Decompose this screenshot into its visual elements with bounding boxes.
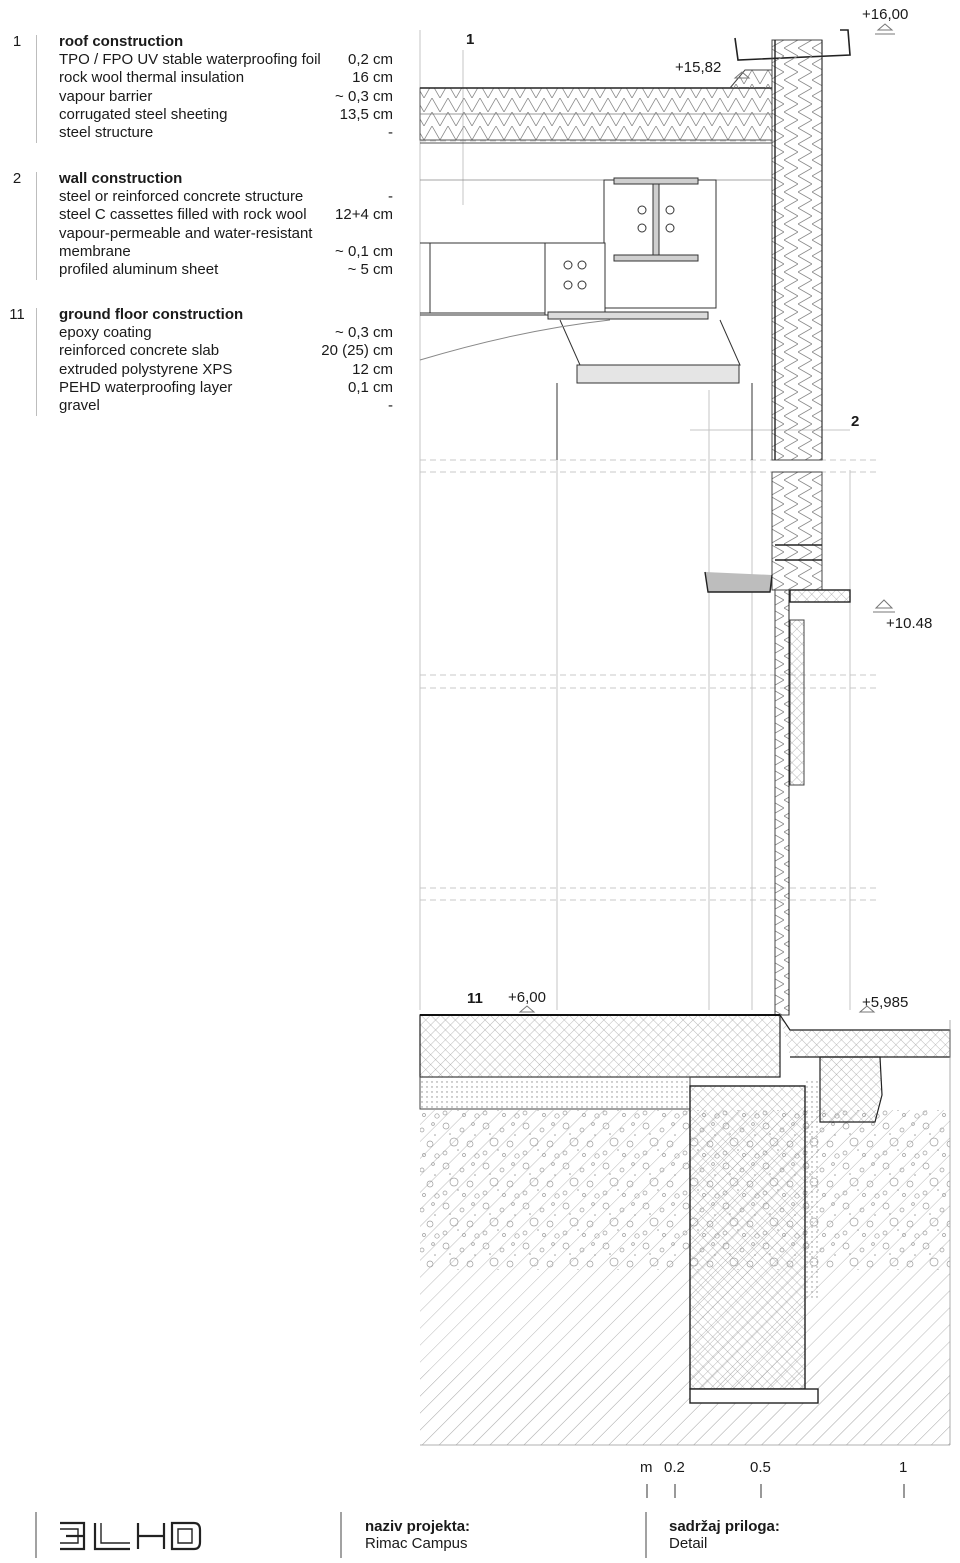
tag-wall: 2 <box>851 413 860 430</box>
spec-row: gravel - <box>59 396 393 414</box>
tag-floor: 11 <box>467 990 483 1007</box>
scale-mark: 0.2 <box>664 1459 685 1476</box>
spec-row: vapour barrier ~ 0,3 cm <box>59 87 393 105</box>
level-label-mid: +10.48 <box>886 615 933 632</box>
level-label-top: +16,00 <box>862 6 909 23</box>
ground-floor-build-up <box>420 1015 950 1445</box>
footer-dividers <box>36 1512 646 1558</box>
spec-section-number: 11 <box>9 306 25 323</box>
spec-row: TPO / FPO UV stable waterproofing foil 0,2 cm <box>59 51 393 69</box>
spec-section-number: 2 <box>12 170 22 187</box>
spec-section-title: wall construction <box>59 170 183 187</box>
scale-mark: 1 <box>899 1459 908 1476</box>
spec-row: reinforced concrete slab 20 (25) cm <box>59 342 393 360</box>
content-label: sadržaj priloga: <box>669 1518 780 1535</box>
level-label-floor-inside: +6,00 <box>508 989 546 1006</box>
spec-row: rock wool thermal insulation 16 cm <box>59 69 393 87</box>
scale-mark: 0.5 <box>750 1459 771 1476</box>
spec-row: corrugated steel sheeting 13,5 cm <box>59 105 393 123</box>
spec-row: steel or reinforced concrete structure - <box>59 188 393 206</box>
logo-3lhd <box>60 1523 200 1549</box>
spec-row: vapour-permeable and water-resistant <box>59 224 313 242</box>
steel-beam-connection <box>420 178 752 460</box>
project-label: naziv projekta: <box>365 1518 471 1535</box>
spec-row: steel C cassettes filled with rock wool 12+4 cm <box>59 206 393 224</box>
spec-row: membrane ~ 0,1 cm <box>59 242 393 260</box>
level-label-roof: +15,82 <box>675 59 722 76</box>
spec-section-title: ground floor construction <box>59 306 244 323</box>
wall-build-up <box>772 40 822 1015</box>
spec-row: PEHD waterproofing layer 0,1 cm <box>59 378 393 396</box>
spec-row: profiled aluminum sheet ~ 5 cm <box>59 260 393 278</box>
spec-row: extruded polystyrene XPS 12 cm <box>59 360 393 378</box>
spec-row: epoxy coating ~ 0,3 cm <box>59 324 393 342</box>
spec-section-title: roof construction <box>59 33 184 50</box>
content-value: Detail <box>669 1535 708 1552</box>
level-label-floor-outside: +5,985 <box>862 994 909 1011</box>
tag-roof: 1 <box>466 31 475 48</box>
spec-row: steel structure - <box>59 123 393 141</box>
scale-unit: m <box>640 1459 653 1476</box>
project-info <box>365 1518 470 1552</box>
spec-section-number: 1 <box>12 33 22 50</box>
scale-bar <box>647 1484 904 1498</box>
content-info <box>669 1518 780 1552</box>
level-markers <box>520 24 895 1012</box>
project-value: Rimac Campus <box>365 1535 468 1552</box>
